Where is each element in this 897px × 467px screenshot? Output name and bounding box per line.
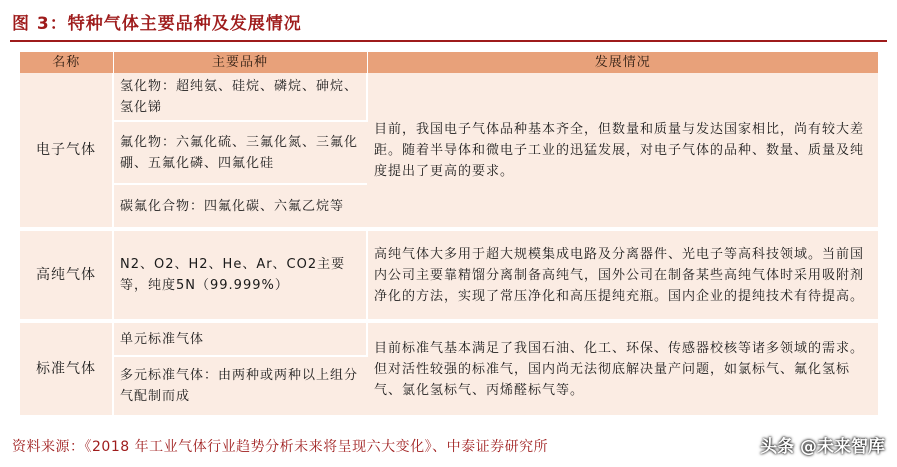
watermark-text: 头条 @未来智库 — [760, 437, 885, 457]
development-cell: 目前，我国电子气体品种基本齐全，但数量和质量与发达国家相比，尚有较大差距。随着半导体和微电子工业的迅猛发展，对电子气体的品种、数量、质量及纯度提出了更高的要求。 — [367, 73, 878, 229]
table-row — [20, 229, 878, 321]
group-name-high-purity: 高纯气体 — [20, 229, 113, 321]
variety-cell: 多元标准气体：由两种或两种以上组分气配制而成 — [113, 356, 367, 416]
header-name: 名称 — [20, 52, 113, 73]
header-development: 发展情况 — [367, 52, 878, 73]
variety-cell: 氢化物：超纯氨、硅烷、磷烷、砷烷、氢化锑 — [113, 73, 367, 121]
gas-table — [20, 52, 878, 417]
development-cell: 高纯气体大多用于超大规模集成电路及分离器件、光电子等高科技领域。当前国内公司主要靠精馏分离制备高纯气，国外公司在制备某些高纯气体时采用吸附剂净化的方法，实现了常压净化和高压提纯充瓶。国内企业的提纯技术有待提高。 — [367, 229, 878, 321]
table-row — [20, 321, 878, 356]
group-name-standard: 标准气体 — [20, 321, 113, 416]
title-rule — [10, 40, 887, 42]
development-cell: 目前标准气基本满足了我国石油、化工、环保、传感器校核等诸多领域的需求。但对活性较强的标准气，国内尚无法彻底解决量产问题，如氯标气、氟化氢标气、氯化氢标气、丙烯醛标气等。 — [367, 321, 878, 416]
variety-cell: 氟化物：六氟化硫、三氟化氮、三氟化硼、五氟化磷、四氟化硅 — [113, 121, 367, 184]
variety-cell: 碳氟化合物：四氟化碳、六氟乙烷等 — [113, 184, 367, 229]
group-name-electronic: 电子气体 — [20, 73, 113, 229]
header-varieties: 主要品种 — [113, 52, 367, 73]
variety-cell: N2、O2、H2、He、Ar、CO2主要等，纯度5N（99.999%） — [113, 229, 367, 321]
source-note: 资料来源：《2018 年工业气体行业趋势分析未来将呈现六大变化》、中泰证券研究所 — [12, 439, 549, 455]
figure-title: 图 3：特种气体主要品种及发展情况 — [12, 14, 302, 34]
table-row — [20, 73, 878, 121]
table-header-row — [20, 52, 878, 73]
variety-cell: 单元标准气体 — [113, 321, 367, 356]
